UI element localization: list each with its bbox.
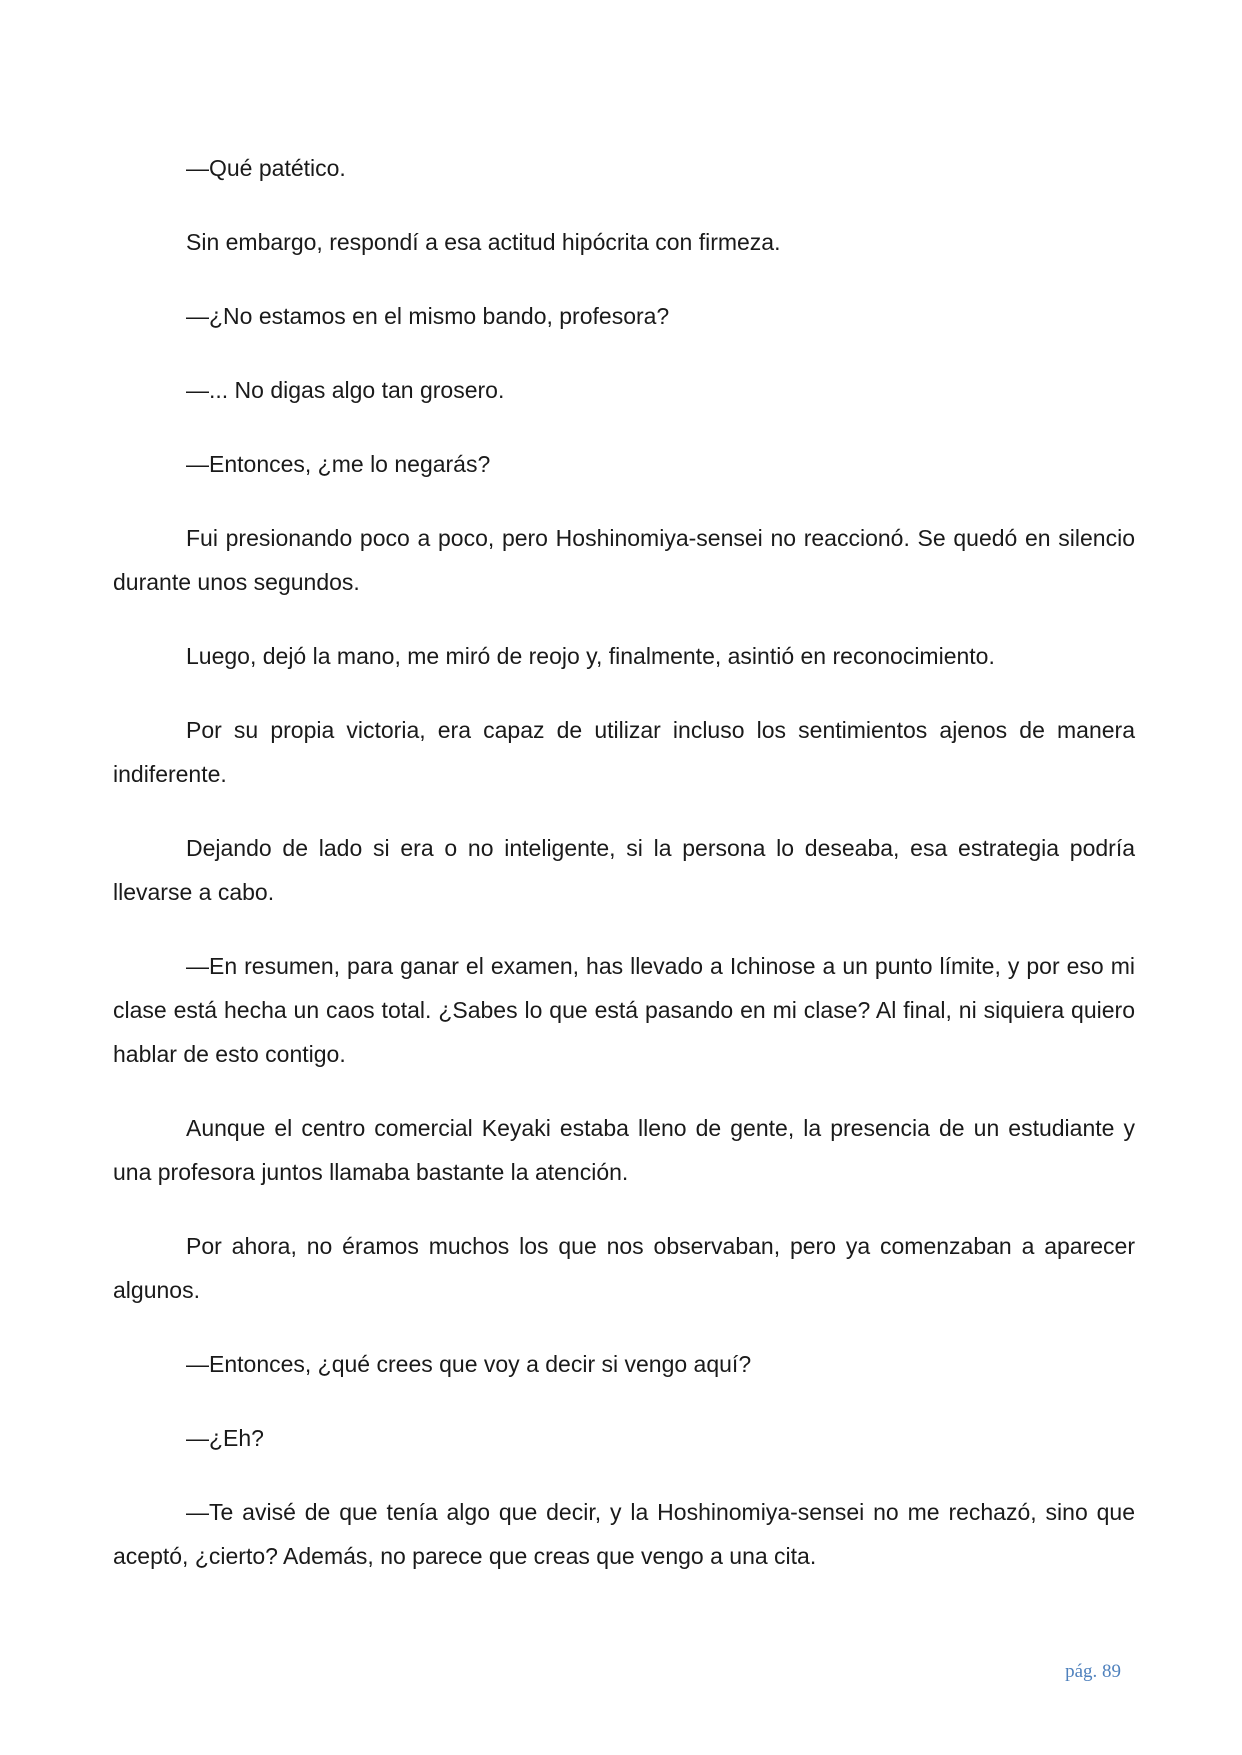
paragraph: Luego, dejó la mano, me miró de reojo y, finalmente, asintió en reconocimiento. <box>186 643 995 669</box>
paragraph: Por su propia victoria, era capaz de utilizar incluso los sentimientos ajenos de manera indiferente. <box>113 717 1135 787</box>
paragraph: —... No digas algo tan grosero. <box>186 377 505 403</box>
paragraph: Por ahora, no éramos muchos los que nos observaban, pero ya comenzaban a aparecer algunos. <box>113 1233 1135 1303</box>
paragraph: —¿Eh? <box>186 1425 264 1451</box>
paragraph: Aunque el centro comercial Keyaki estaba lleno de gente, la presencia de un estudiante y una profesora juntos llamaba bastante la atención. <box>113 1115 1135 1185</box>
paragraph: —En resumen, para ganar el examen, has llevado a Ichinose a un punto límite, y por eso mi clase está hecha un caos total. ¿Sabes lo que está pasando en mi clase? Al final, ni siquiera quiero hablar de esto contigo. <box>113 953 1135 1067</box>
paragraph: —Entonces, ¿me lo negarás? <box>186 451 491 477</box>
paragraph: Fui presionando poco a poco, pero Hoshinomiya-sensei no reaccionó. Se quedó en silencio durante unos segundos. <box>113 525 1135 595</box>
paragraph: Sin embargo, respondí a esa actitud hipócrita con firmeza. <box>186 229 781 255</box>
paragraph: —¿No estamos en el mismo bando, profesora? <box>186 303 670 329</box>
paragraph: —Te avisé de que tenía algo que decir, y la Hoshinomiya-sensei no me rechazó, sino que aceptó, ¿cierto? Además, no parece que creas que vengo a una cita. <box>113 1499 1135 1569</box>
paragraph: —Qué patético. <box>186 155 346 181</box>
page-number: pág. 89 <box>1065 1661 1121 1682</box>
text-body <box>113 146 1135 1608</box>
paragraph: Dejando de lado si era o no inteligente, si la persona lo deseaba, esa estrategia podría llevarse a cabo. <box>113 835 1135 905</box>
paragraph: —Entonces, ¿qué crees que voy a decir si vengo aquí? <box>186 1351 752 1377</box>
